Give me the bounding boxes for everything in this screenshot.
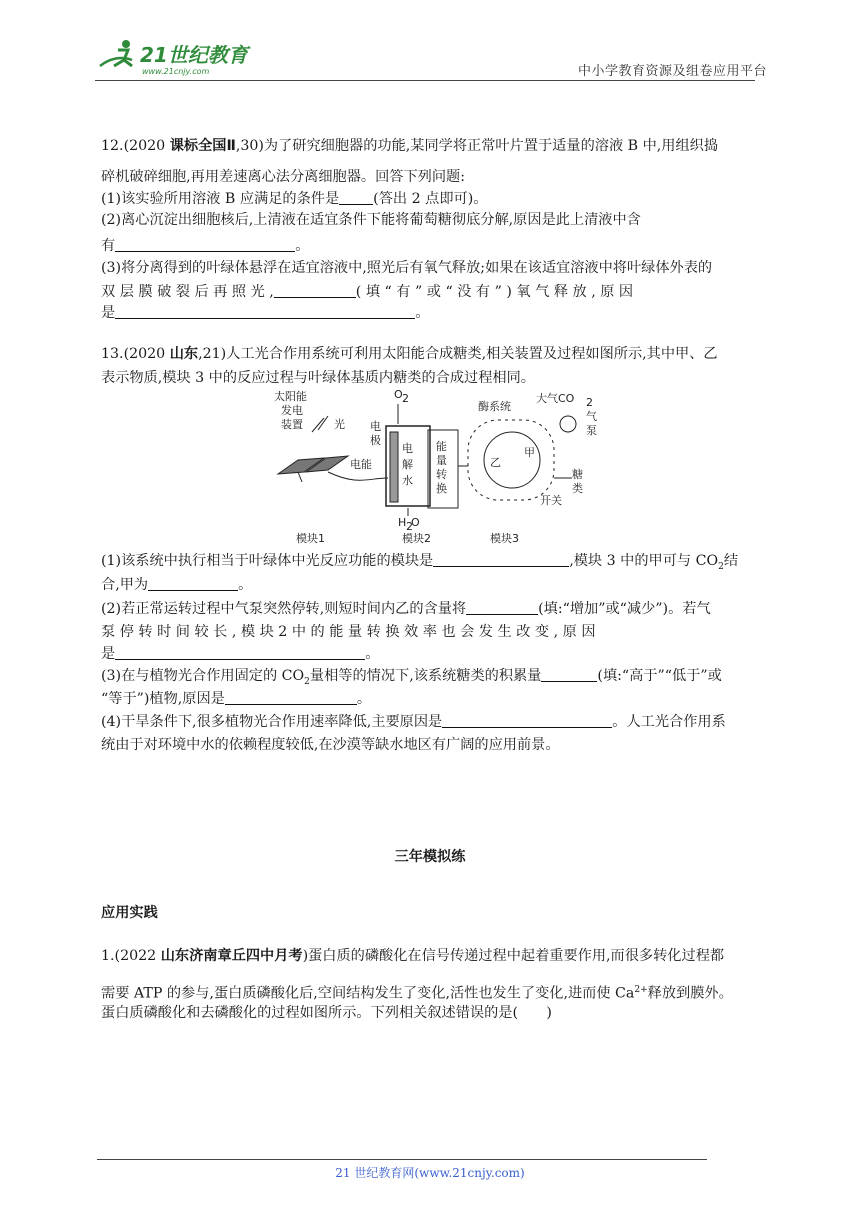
answer-blank[interactable] xyxy=(115,237,295,252)
svg-text:泵: 泵 xyxy=(586,424,597,437)
svg-text:发电: 发电 xyxy=(281,404,303,417)
svg-text:2: 2 xyxy=(402,392,409,405)
q13-p1-line-1: (1)该系统中执行相当于叶绿体中光反应功能的模块是 ,模块 3 中的甲可与 $CO_2$结 xyxy=(101,553,739,572)
section-subtitle: 应用实践 xyxy=(101,905,158,921)
svg-text:酶系统: 酶系统 xyxy=(478,400,511,413)
solar-panel xyxy=(278,456,348,482)
svg-text:装置: 装置 xyxy=(281,418,303,431)
answer-blank[interactable] xyxy=(115,304,415,319)
answer-blank[interactable] xyxy=(541,667,597,682)
answer-blank[interactable] xyxy=(225,690,357,705)
svg-text:糖: 糖 xyxy=(572,468,583,481)
q13-p2-line-3: 是 。 xyxy=(101,646,380,662)
air-pump xyxy=(560,416,576,432)
svg-text:www.21cnjy.com: www.21cnjy.com xyxy=(142,67,210,76)
svg-text:开关: 开关 xyxy=(540,494,562,507)
answer-blank[interactable] xyxy=(466,600,538,615)
svg-text:极: 极 xyxy=(370,434,381,447)
footer-divider xyxy=(97,1159,707,1160)
svg-text:水: 水 xyxy=(402,474,413,487)
answer-blank[interactable] xyxy=(115,645,365,660)
svg-text:模块1: 模块1 xyxy=(296,532,325,545)
svg-text:电: 电 xyxy=(402,442,413,455)
q13-p3-line-1: (3)在与植物光合作用固定的 $CO_2$量相等的情况下,该系统糖类的积累量 (填:“高于”“低于”或 xyxy=(101,668,722,687)
answer-blank[interactable] xyxy=(442,713,612,728)
svg-text:2: 2 xyxy=(406,520,413,533)
svg-text:能: 能 xyxy=(436,440,447,453)
platform-label: 中小学教育资源及组卷应用平台 xyxy=(578,64,768,79)
svg-text:O: O xyxy=(411,516,420,529)
section-title: 三年模拟练 xyxy=(394,849,466,865)
q12-line-3: (1)该实验所用溶液 B 应满足的条件是 (答出 2 点即可)。 xyxy=(101,191,488,207)
svg-text:O: O xyxy=(394,388,403,401)
answer-blank[interactable] xyxy=(148,576,238,591)
q13-p4-line-1: (4)干旱条件下,很多植物光合作用速率降低,主要原因是 。人工光合作用系 xyxy=(101,714,726,730)
svg-text:模块2: 模块2 xyxy=(402,532,431,545)
svg-text:21世纪教育: 21世纪教育 xyxy=(140,43,248,67)
svg-text:换: 换 xyxy=(436,482,447,495)
footer-link[interactable]: 21 世纪教育网(www.21cnjy.com) xyxy=(335,1166,525,1180)
answer-blank[interactable] xyxy=(433,552,569,567)
q12-line-7: 双 层 膜 破 裂 后 再 照 光 , ( 填 “ 有 ” 或 “ 没 有 ” ) 氧 气 释 放 , 原 因 xyxy=(101,284,634,300)
svg-text:甲: 甲 xyxy=(524,446,535,459)
svg-text:量: 量 xyxy=(436,454,447,467)
q1-line-2: 需要 ATP 的参与,蛋白质磷酸化后,空间结构发生了变化,活性也发生了变化,进而使 $Ca^{2+}$释放到膜外。 xyxy=(101,985,733,1002)
q13-line-1: 13.(2020 山东,21)人工光合作用系统可利用太阳能合成糖类,相关装置及过程如图所示,其中甲、乙 xyxy=(101,346,718,362)
svg-text:转: 转 xyxy=(436,468,447,481)
q13-p1-line-2: 合,甲为 。 xyxy=(101,577,253,593)
header-divider xyxy=(95,80,755,81)
svg-text:H: H xyxy=(398,516,407,529)
q12-line-8: 是 。 xyxy=(101,305,430,321)
svg-text:类: 类 xyxy=(572,482,583,495)
svg-text:乙: 乙 xyxy=(490,456,501,469)
q12-line-5: 有 。 xyxy=(101,238,310,254)
q13-p2-line-1: (2)若正常运转过程中气泵突然停转,则短时间内乙的含量将 (填:“增加”或“减少”)。若气 xyxy=(101,601,711,617)
q1-line-3: 蛋白质磷酸化和去磷酸化的过程如图所示。下列相关叙述错误的是( ) xyxy=(101,1005,552,1021)
q12-line-4: (2)离心沉淀出细胞核后,上清液在适宜条件下能将葡萄糖彻底分解,原因是此上清液中含 xyxy=(101,212,641,228)
q13-line-2: 表示物质,模块 3 中的反应过程与叶绿体基质内糖类的合成过程相同。 xyxy=(101,370,535,386)
q12-line-6: (3)将分离得到的叶绿体悬浮在适宜溶液中,照光后有氧气释放;如果在该适宜溶液中将叶绿体外表的 xyxy=(101,260,713,276)
q13-p4-line-2: 统由于对环境中水的依赖程度较低,在沙漠等缺水地区有广阔的应用前景。 xyxy=(101,737,560,753)
q13-p3-line-2: “等于”)植物,原因是 。 xyxy=(101,691,372,707)
electrode xyxy=(390,432,398,502)
artificial-photosynthesis-diagram xyxy=(268,386,598,548)
answer-blank[interactable] xyxy=(339,190,373,205)
answer-blank[interactable] xyxy=(274,283,356,298)
svg-text:光: 光 xyxy=(334,418,345,431)
svg-text:电能: 电能 xyxy=(350,458,372,471)
site-logo xyxy=(96,36,256,78)
q13-p2-line-2: 泵 停 转 时 间 较 长 , 模 块 2 中 的 能 量 转 换 效 率 也 会 发 生 改 变 , 原 因 xyxy=(101,624,596,640)
svg-text:气: 气 xyxy=(586,410,597,423)
q1-line-1: 1.(2022 山东济南章丘四中月考)蛋白质的磷酸化在信号传递过程中起着重要作用,而很多转化过程都 xyxy=(101,948,725,964)
svg-text:解: 解 xyxy=(402,458,413,471)
q12-line-1: 12.(2020 课标全国Ⅱ,30)为了研究细胞器的功能,某同学将正常叶片置于适量的溶液 B 中,用组织捣 xyxy=(101,138,719,154)
svg-text:大气CO: 大气CO xyxy=(536,392,575,405)
svg-text:电: 电 xyxy=(370,420,381,433)
svg-text:2: 2 xyxy=(586,396,593,409)
q12-line-2: 碎机破碎细胞,再用差速离心法分离细胞器。回答下列问题: xyxy=(101,169,465,185)
svg-text:模块3: 模块3 xyxy=(490,532,519,545)
svg-text:太阳能: 太阳能 xyxy=(274,390,307,403)
